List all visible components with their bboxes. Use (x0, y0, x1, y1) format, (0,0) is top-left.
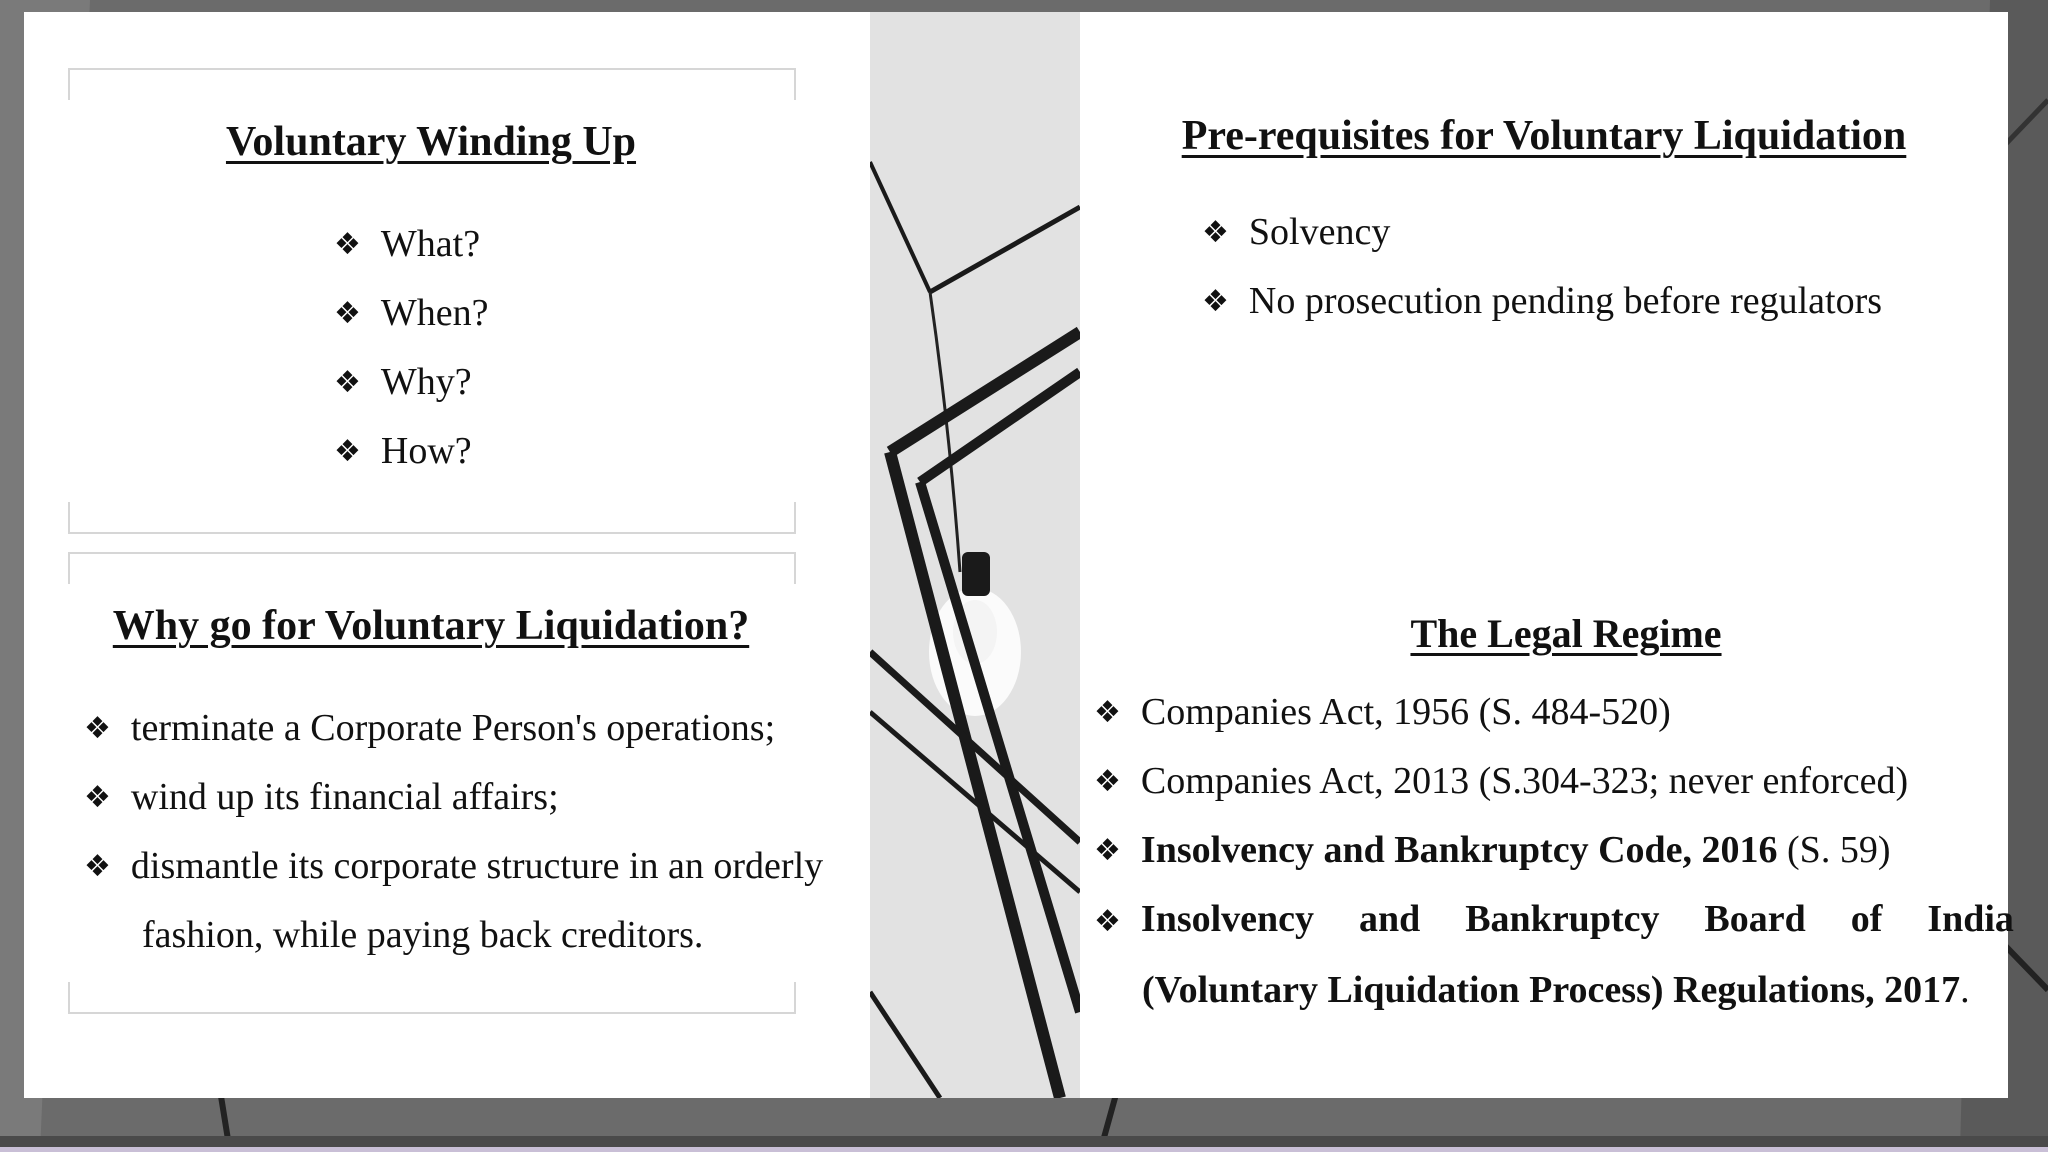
winding-up-list (334, 210, 489, 486)
four-diamond-bullet-icon: ❖ (84, 780, 111, 815)
four-diamond-bullet-icon: ❖ (1202, 284, 1229, 319)
legal-regime-list (1094, 678, 2014, 1025)
four-diamond-bullet-icon: ❖ (84, 849, 111, 884)
list-item: ❖ terminate a Corporate Person's operations; (84, 694, 823, 763)
four-diamond-bullet-icon: ❖ (334, 365, 361, 400)
four-diamond-bullet-icon: ❖ (1094, 833, 1121, 868)
list-item: ❖ How? (334, 417, 489, 486)
list-item: ❖ When? (334, 279, 489, 348)
prerequisites-list (1202, 198, 1882, 336)
list-item: ❖ Insolvency and Bankruptcy Code, 2016 (S. 59) (1094, 816, 2014, 885)
list-item: ❖ wind up its financial affairs; (84, 763, 823, 832)
list-item (1094, 885, 2014, 956)
why-voluntary-title: Why go for Voluntary Liquidation? (112, 603, 750, 649)
frame-top-bracket (68, 552, 796, 584)
list-item: ❖ Companies Act, 1956 (S. 484-520) (1094, 678, 2014, 747)
lamp-photo (870, 12, 1080, 1098)
frame-bottom-bracket (68, 502, 796, 534)
prerequisites-title: Pre-requisites for Voluntary Liquidation (1181, 113, 1907, 159)
four-diamond-bullet-icon: ❖ (334, 227, 361, 262)
bottom-accent-line (0, 1147, 2048, 1152)
four-diamond-bullet-icon: ❖ (1094, 904, 1121, 939)
justified-line: Insolvency and Bankruptcy Board of India (1140, 898, 2014, 940)
frame-bottom-bracket (68, 982, 796, 1014)
four-diamond-bullet-icon: ❖ (334, 434, 361, 469)
list-item: ❖ What? (334, 210, 489, 279)
list-item: ❖ Why? (334, 348, 489, 417)
four-diamond-bullet-icon: ❖ (1202, 215, 1229, 250)
four-diamond-bullet-icon: ❖ (1094, 695, 1121, 730)
list-item: (Voluntary Liquidation Process) Regulations, 2017. (1142, 969, 1970, 1011)
four-diamond-bullet-icon: ❖ (1094, 764, 1121, 799)
list-item: ❖ dismantle its corporate structure in an orderly (84, 832, 823, 901)
list-item: ❖ Companies Act, 2013 (S.304-323; never enforced) (1094, 747, 2014, 816)
list-item: ❖ Solvency (1202, 198, 1882, 267)
winding-up-title: Voluntary Winding Up (225, 119, 637, 165)
why-voluntary-list (84, 694, 823, 970)
four-diamond-bullet-icon: ❖ (334, 296, 361, 331)
list-item: fashion, while paying back creditors. (142, 914, 704, 956)
list-item: ❖ No prosecution pending before regulators (1202, 267, 1882, 336)
legal-regime-title: The Legal Regime (1410, 611, 1722, 656)
four-diamond-bullet-icon: ❖ (84, 711, 111, 746)
slide (24, 12, 2014, 1098)
frame-top-bracket (68, 68, 796, 100)
